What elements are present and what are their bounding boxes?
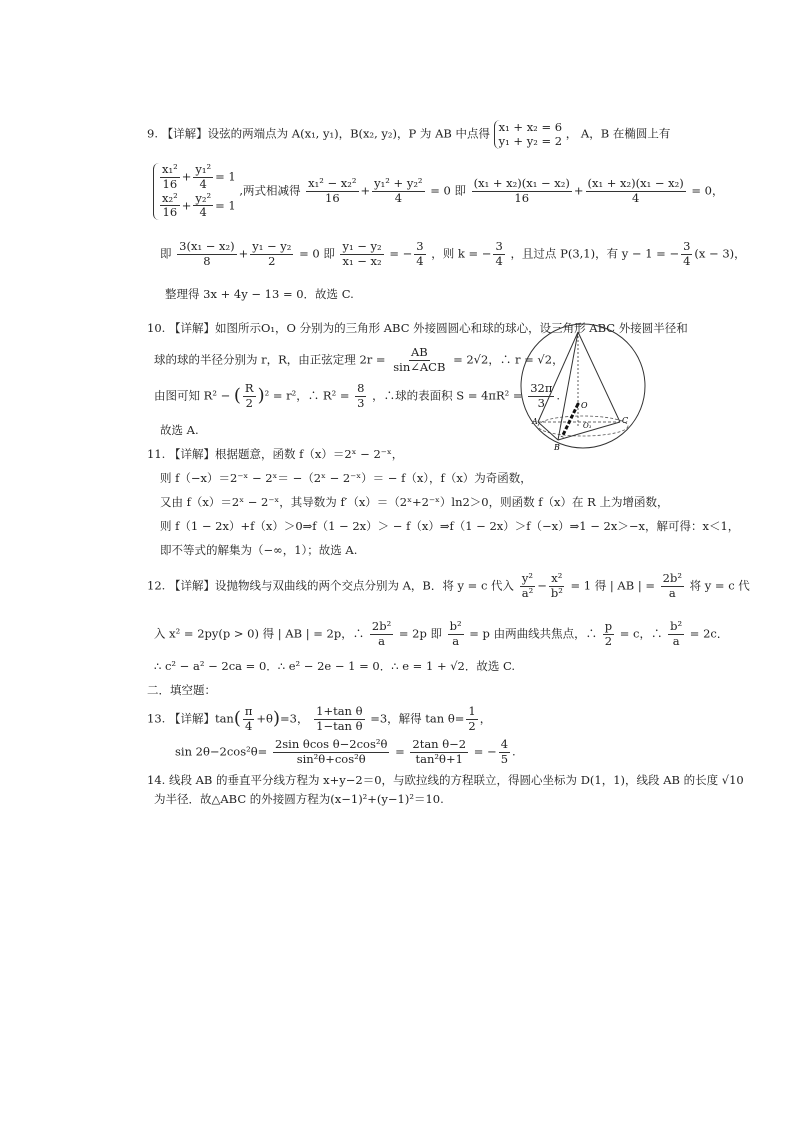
q12-line3: ∴ c² − a² − 2ca = 0．∴ e² − 2e − 1 = 0．∴ e = 1 + √2．故选 C. xyxy=(154,659,516,673)
q9-line4: 整理得 3x + 4y − 13 = 0．故选 C. xyxy=(165,287,354,301)
q11-line4: 则 f（1 − 2x）+f（x）＞0⇒f（1 − 2x）＞ − f（x）⇒f（1 − 2x）＞f（−x）⇒1 − 2x＞−x，解可得：x＜1， xyxy=(160,519,740,533)
q12-line2: 入 x² = 2py(p > 0) 得 | AB | = 2p，∴ $\frac{\text{2b²}}{a}$ = 2p 即 $\frac{\text{b²}}{a}$ = p 由两曲线共焦点，∴ $\frac{p}{2}$ = c，∴ $\frac{\text{b²}}{a}$ = 2c． xyxy=(154,619,729,648)
q13-line2: sin 2θ−2cos²θ= $\frac{\text{2sin θcos θ−2cos²θ}}{\text{sin²θ+cos²θ}}$ = $\frac{\text{2tan θ−2}}{\text{tan²θ+1}}$ = − $\frac{4}{5}$ . xyxy=(175,737,516,766)
q11-line1: 11. 【详解】根据题意，函数 f（x）＝2ˣ − 2⁻ˣ， xyxy=(147,447,404,461)
q10-line2: 球的球的半径分别为 r，R，由正弦定理 2r = $\frac{AB}{\text{sin∠ACB}}$ = 2√2，∴ r = √2， xyxy=(154,345,564,374)
label-A: A xyxy=(532,417,538,426)
q9-system: x₁ + x₂ = 6 y₁ + y₂ = 2 xyxy=(494,120,562,149)
q14-line2: 为半径．故△ABC 的外接圆方程为(x−1)²+(y−1)²＝10. xyxy=(154,792,444,806)
label-O1: O₁ xyxy=(583,422,592,430)
q11-line5: 即不等式的解集为（−∞，1）；故选 A. xyxy=(160,543,358,557)
q11-line3: 又由 f（x）＝2ˣ − 2⁻ˣ，其导数为 f′（x）＝（2ˣ+2⁻ˣ）ln2＞0，则函数 f（x）在 R 上为增函数， xyxy=(160,495,669,509)
q14-line1: 14. 线段 AB 的垂直平分线方程为 x+y−2＝0，与欧拉线的方程联立，得圆心坐标为 D(1，1)，线段 AB 的长度 √10 xyxy=(147,773,744,787)
section-heading: 二．填空题： xyxy=(147,683,216,697)
label-C: C xyxy=(622,416,629,425)
q9-line3: 即 $\frac{\text{3(x₁ − x₂)}}{8}$ + $\frac{\text{y₁ − y₂}}{2}$ = 0 即 $\frac{\text{y₁ − y₂}}{\text{x₁ − x₂}}$ = − $\frac{3}{4}$ ，则 k = − $\frac{3}{4}$ ，且过点 P(3,1)，有 y − 1 = − $\frac{3}{4}$ (x − 3)， xyxy=(160,239,746,268)
center-point xyxy=(577,403,580,406)
edge-apex-a xyxy=(538,332,578,422)
q12-line1: 12. 【详解】设抛物线与双曲线的两个交点分别为 A，B．将 y = c 代入 $\frac{\text{y²}}{\text{a²}}$ − $\frac{\text{x²}}{\text{b²}}$ = 1 得 | AB | = $\frac{\text{2b²}}{a}$ 将 y = c 代 xyxy=(147,571,750,600)
q9-label: 9. 【详解】设弦的两端点为 xyxy=(147,126,289,141)
q9-ellipse-system: $\frac{\text{x₁²}}{16}$ + $\frac{\text{y₁²}}{4}$ = 1 $\frac{\text{x₂²}}{16}$ + $\frac{\text{y₂²}}{4}$ = 1 xyxy=(153,163,236,220)
q11-line2: 则 f（−x）＝2⁻ˣ − 2ˣ＝ −（2ˣ − 2⁻ˣ）＝ − f（x），f（x）为奇函数， xyxy=(160,471,532,485)
q10-line1: 10. 【详解】如图所示O₁，O 分别为的三角形 ABC 外接圆圆心和球的球心，设三角形 ABC 外接圆半径和 xyxy=(147,321,688,335)
q9-text: A(x₁, y₁)，B(x₂, y₂)，P 为 AB 中点得 xyxy=(291,126,490,141)
edge-apex-b xyxy=(558,332,578,440)
radius-segment xyxy=(562,404,578,437)
q10-line3: 由图可知 R² − ( $\frac{R}{2}$ )² = r²，∴ R² = $\frac{8}{3}$ ，∴球的表面积 S = 4πR² = $\frac{32\pi}{3}$ . xyxy=(154,381,561,410)
q9-line1: 9. 【详解】设弦的两端点为 A(x₁, y₁)，B(x₂, y₂)，P 为 AB 中点得 x₁ + x₂ = 6 y₁ + y₂ = 2 ， A，B 在椭圆上有 xyxy=(147,120,671,149)
q13-line1: 13. 【详解】tan( $\frac{\pi}{4}$ +θ)=3， $\frac{\text{1+tan θ}}{\text{1−tan θ}}$ =3，解得 tan θ= $\frac{1}{2}$ ， xyxy=(147,704,492,733)
q9-line2: $\frac{\text{x₁²}}{16}$ + $\frac{\text{y₁²}}{4}$ = 1 $\frac{\text{x₂²}}{16}$ + $\frac{\text{y₂²}}{4}$ = 1 ,两式相减得 $\frac{\text{x₁² − x₂²}}{16}$ + $\frac{\text{y₁² + y₂²}}{4}$ = 0 即 $\frac{\text{(x₁ + x₂)(x₁ − x₂)}}{16}$ + $\frac{\text{(x₁ + x₂)(x₁ − x₂)}}{4}$ = 0， xyxy=(153,163,724,220)
sphere-figure xyxy=(520,322,650,454)
q10-line4: 故选 A. xyxy=(160,423,199,437)
label-B: B xyxy=(554,443,560,452)
label-O: O xyxy=(581,401,588,410)
